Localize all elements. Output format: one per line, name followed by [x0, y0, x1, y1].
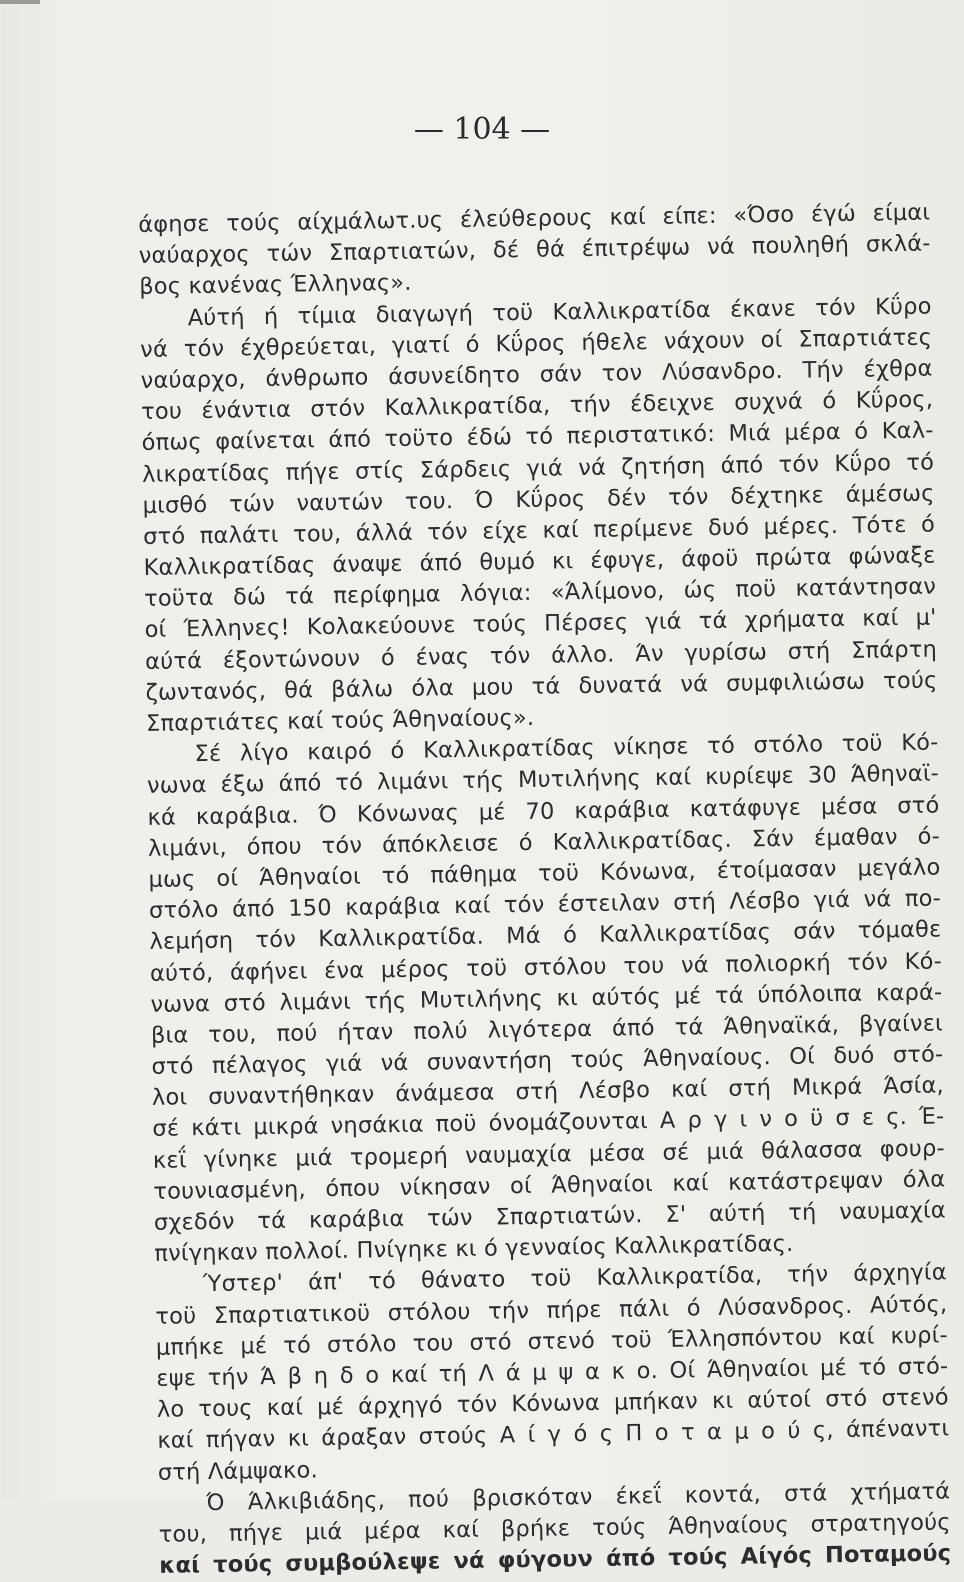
text-line: μπήκε μέ τό στόλο του στό στενό τοϋ Έλλησπόντου καί κυρί-	[155, 1322, 948, 1361]
scan-edge-mark	[0, 0, 40, 4]
page-number: — 104 —	[413, 112, 551, 147]
text-line: λεμήση τόν Καλλικρατίδα. Μά ό Καλλικρατίδας σάν τόμαθε	[149, 916, 942, 956]
text-line: πνίγηκαν πολλοί. Πνίγηκε κι ό γενναίος Καλλικρατίδας.	[154, 1231, 794, 1268]
text-line: αύτό, άφήνει ένα μέρος τοϋ στόλου του νά πολιορκή τόν Κό-	[149, 947, 943, 987]
text-line: βος κανένας Έλληνας».	[139, 270, 412, 301]
text-line: λοι συναντήθηκαν άνάμεσα στή Λέσβο καί στή Μικρά Άσία,	[151, 1072, 945, 1112]
text-line: σέ κάτι μικρά νησάκια ποϋ όνομάζουνται Α ρ γ ι ν ο ϋ σ ε ς. Έ-	[152, 1103, 945, 1143]
text-line: καί πήγαν κι άραξαν στούς Α ί γ ό ς Π ο τ α μ ο ύ ς, άπέναντι	[157, 1415, 950, 1455]
text-line: Σπαρτιάτες καί τούς Άθηναίους».	[145, 704, 535, 737]
text-line: νωνα στό λιμάνι τής Μυτιλήνης κι αύτός μέ τά ύπόλοιπα καρά-	[150, 979, 943, 1018]
text-line: νωνα έξω άπό τό λιμάνι τής Μυτιλήνης καί κυρίεψε 30 Άθηναϊ-	[146, 760, 940, 800]
text-line: τουνιασμένη, όπου νίκησαν οί Άθηναίοι καί κατάστρεψαν όλα	[153, 1166, 946, 1205]
text-line: βια του, πού ήταν πολύ λιγότερα άπό τά Άθηναϊκά, βγαίνει	[150, 1010, 944, 1049]
text-line: του, πήγε μιά μέρα καί βρήκε τούς Άθηναίους στρατηγούς	[158, 1509, 951, 1548]
text-line: αύτά έξοντώνουν ό ένας τόν άλλο. Άν γυρίσω στή Σπάρτη	[144, 636, 938, 675]
text-line: οί Έλληνες! Κολακεύουνε τούς Πέρσες γιά τά χρήματα καί μ'	[144, 604, 937, 644]
text-line: λικρατίδας πήγε στίς Σάρδεις γιά νά ζητήση άπό τόν Κΰρο τό	[141, 449, 935, 488]
text-line: στή Λάμψακο.	[157, 1456, 319, 1486]
text-line: λιμάνι, όπου τόν άπόκλεισε ό Καλλικρατίδας. Σάν έμαθαν ό-	[147, 823, 941, 862]
text-line: νά τόν έχθρεύεται, γιατί ό Κΰρος ήθελε νάχουν οί Σπαρτιάτες	[139, 324, 933, 363]
text-line: ζωντανός, θά βάλω όλα μου τά δυνατά νά συμφιλιώσω τούς	[145, 667, 938, 706]
text-line: κά καράβια. Ό Κόνωνας μέ 70 καράβια κατάφυγε μέσα στό	[147, 792, 940, 831]
text-line: Ύστερ' άπ' τό θάνατο τοϋ Καλλικρατίδα, τήν άρχηγία	[202, 1259, 947, 1298]
text-line: Αύτή ή τίμια διαγωγή τοϋ Καλλικρατίδα έκανε τόν Κΰρο	[187, 293, 932, 331]
text-line: κεΐ γίνηκε μιά τρομερή ναυμαχία μέσα σέ μιά θάλασσα φουρ-	[152, 1135, 946, 1174]
text-line: τοϋ Σπαρτιατικοϋ στόλου τήν πήρε πάλι ό Λύσανδρος. Αύτός,	[155, 1290, 948, 1330]
text-line: λο τους καί μέ άρχηγό τόν Κόνωνα μπήκαν κι αύτοί στό στενό	[156, 1384, 949, 1423]
text-line: όπως φαίνεται άπό τοϋτο έδώ τό περιστατικό: Μιά μέρα ό Καλ-	[141, 417, 934, 457]
text-line: ναύαρχο, άνθρωπο άσυνείδητο σάν τον Λύσανδρο. Τήν έχθρα	[140, 355, 933, 394]
text-line: εψε τήν Ά β η δ ο καί τή Λ ά μ ψ α κ ο. Οί Άθηναίοι μέ τό στό-	[156, 1353, 949, 1392]
text-line: του ένάντια στόν Καλλικρατίδα, τήν έδειχνε συχνά ό Κΰρος,	[140, 386, 934, 426]
text-line: μως οί Άθηναίοι τό πάθημα τοϋ Κόνωνα, έτοίμασαν μεγάλο	[148, 854, 941, 893]
text-line: στόλο άπό 150 καράβια καί τόν έστειλαν στή Λέσβο γιά νά πο-	[148, 885, 942, 925]
text-line: ναύαρχος τών Σπαρτιατών, δέ θά έπιτρέψω νά πουληθή σκλά-	[138, 230, 931, 270]
text-line: Ό Άλκιβιάδης, πού βρισκόταν έκεΐ κοντά, στά χτήματά	[206, 1478, 951, 1516]
text-line: καί τούς συμβούλεψε νά φύγουν άπό τούς Αίγός Ποταμούς	[159, 1540, 952, 1579]
body-text	[138, 198, 951, 1582]
text-line: άφησε τούς αίχμάλωτ.υς έλεύθερους καί είπε: «Όσο έγώ είμαι	[138, 199, 931, 238]
text-line: σχεδόν τά καράβια τών Σπαρτιατών. Σ' αύτή τή ναυμαχία	[153, 1197, 947, 1236]
text-line: μισθό τών ναυτών του. Ό Κΰρος δέν τόν δέχτηκε άμέσως	[142, 480, 935, 519]
text-line: Καλλικρατίδας άναψε άπό θυμό κι έφυγε, άφοϋ πρώτα φώναξε	[143, 542, 936, 582]
text-line: τοϋτα δώ τά περίφημα λόγια: «Άλίμονο, ώς ποϋ κατάντησαν	[143, 573, 937, 613]
text-line: στό πέλαγος γιά νά συναντήση τούς Άθηναίους. Οί δυό στό-	[151, 1041, 944, 1080]
text-line: στό παλάτι του, άλλά τόν είχε καί περίμενε δυό μέρες. Τότε ό	[142, 511, 936, 550]
text-line: Σέ λίγο καιρό ό Καλλικρατίδας νίκησε τό στόλο τοϋ Κό-	[194, 729, 939, 768]
